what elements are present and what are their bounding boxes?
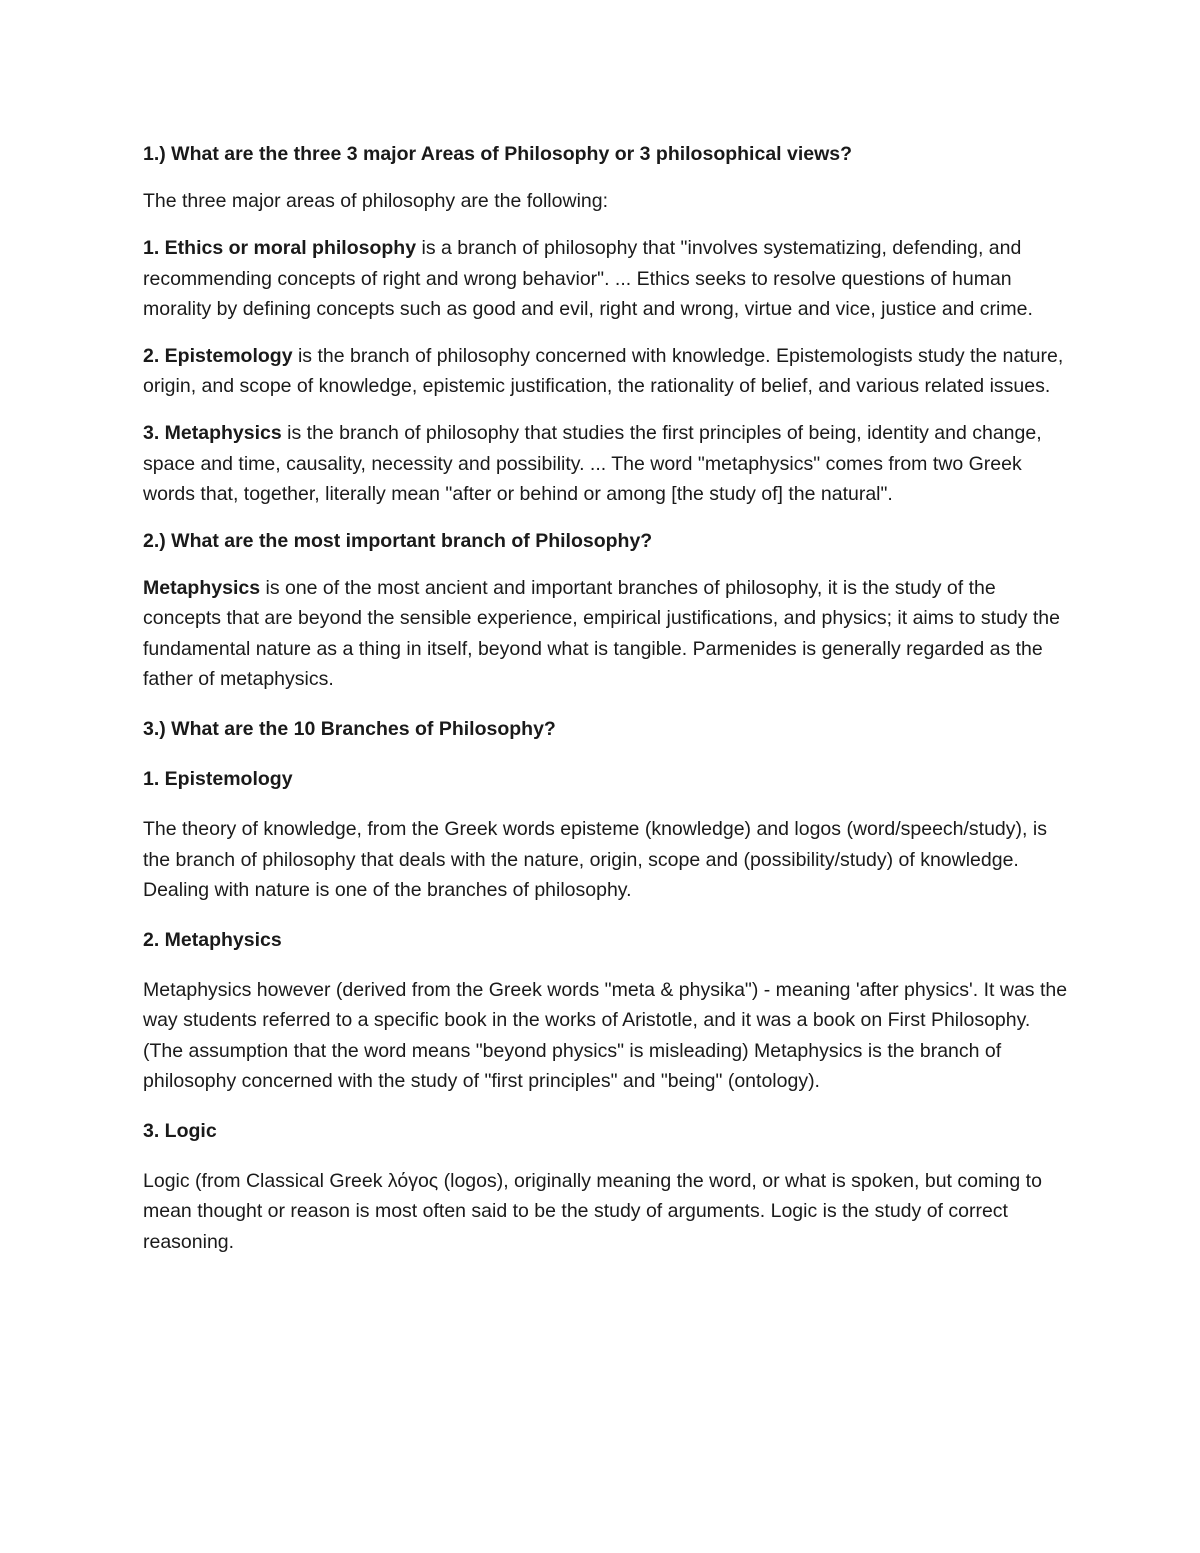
question-2-heading: 2.) What are the most important branch of Philosophy? <box>143 530 653 553</box>
branch-epistemology-heading: 1. Epistemology <box>143 768 293 791</box>
area-metaphysics-paragraph <box>143 418 1068 509</box>
question-3-heading: 3.) What are the 10 Branches of Philosophy? <box>143 718 556 741</box>
area-epistemology-term: 2. Epistemology <box>143 345 293 368</box>
branch-metaphysics-text: Metaphysics however (derived from the Greek words "meta & physika") - meaning 'after physics'. It was the way students referred to a specific book in the works of Aristotle, and it was a book on First Philosophy. (The assumption that the word means "beyond physics" is misleading) Metaphysics is the branch of philosophy concerned with the study of "first principles" and "being" (ontology). <box>143 979 1068 1092</box>
document-body <box>143 139 1068 1257</box>
question-1-heading: 1.) What are the three 3 major Areas of Philosophy or 3 philosophical views? <box>143 143 853 165</box>
question-2-term: Metaphysics <box>143 577 261 600</box>
area-metaphysics-text: is the branch of philosophy that studies the first principles of being, identity and change, space and time, causality, necessity and possibility. ... The word "metaphysics" comes from two Greek words that, together, literally mean "after or behind or among [the study of] the natural". <box>143 422 1042 505</box>
question-1-intro: The three major areas of philosophy are the following: <box>143 190 609 213</box>
branch-epistemology-text: The theory of knowledge, from the Greek words episteme (knowledge) and logos (word/speech/study), is the branch of philosophy that deals with the nature, origin, scope and (possibility/study) of knowledge. Dealing with nature is one of the branches of philosophy. <box>143 818 1047 901</box>
branch-metaphysics-heading: 2. Metaphysics <box>143 929 282 952</box>
area-ethics-paragraph <box>143 233 1068 324</box>
area-ethics-text: is a branch of philosophy that "involves systematizing, defending, and recommending concepts of right and wrong behavior". ... Ethics seeks to resolve questions of human morality by defining concepts such as good and evil, right and wrong, virtue and vice, justice and crime. <box>143 237 1033 320</box>
area-epistemology-paragraph <box>143 341 1068 401</box>
branch-logic-heading: 3. Logic <box>143 1120 217 1143</box>
area-epistemology-text: is the branch of philosophy concerned with knowledge. Epistemologists study the nature, origin, and scope of knowledge, epistemic justification, the rationality of belief, and various related issues. <box>143 345 1064 398</box>
question-2-text: is one of the most ancient and important branches of philosophy, it is the study of the concepts that are beyond the sensible experience, empirical justifications, and physics; it aims to study the fundamental nature as a thing in itself, beyond what is tangible. Parmenides is generally regarded as the father of metaphysics. <box>143 577 1060 690</box>
question-2-answer <box>143 573 1068 694</box>
area-ethics-term: 1. Ethics or moral philosophy <box>143 237 417 260</box>
branch-logic-text: Logic (from Classical Greek λόγος (logos), originally meaning the word, or what is spoken, but coming to mean thought or reason is most often said to be the study of arguments. Logic is the study of correct reasoning. <box>143 1170 1042 1253</box>
area-metaphysics-term: 3. Metaphysics <box>143 422 282 445</box>
